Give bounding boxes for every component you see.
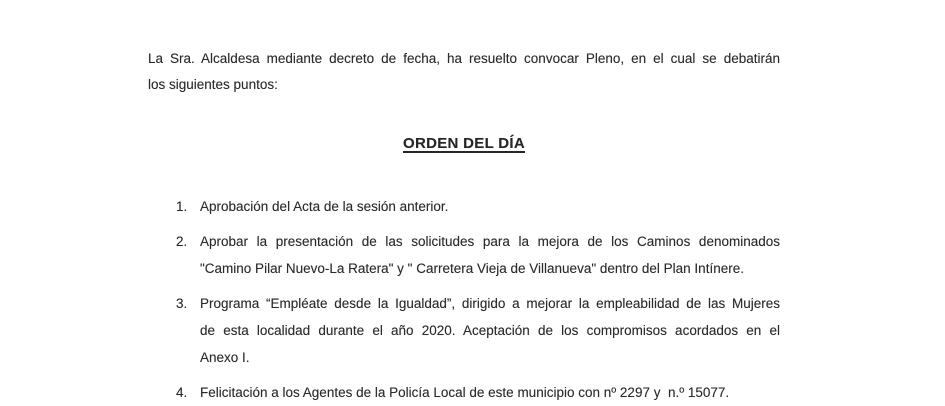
item-text	[200, 193, 780, 220]
item-text	[200, 290, 780, 371]
agenda-item-line: Anexo I.	[200, 350, 250, 365]
agenda-item-line: "Camino Pilar Nuevo-La Ratera" y " Carretera Vieja de Villanueva" dentro del Plan Intínere.	[200, 261, 744, 276]
agenda-item-line: Programa “Empléate desde la Igualdad”, dirigido a mejorar la empleabilidad de las Mujeres	[200, 296, 780, 311]
item-text	[200, 379, 780, 406]
agenda-item-line: Aprobación del Acta de la sesión anterior.	[200, 199, 449, 214]
agenda-item-line: Aprobar la presentación de las solicitudes para la mejora de los Caminos denominados	[200, 234, 780, 249]
agenda-item-4	[148, 379, 780, 406]
agenda-item-line: Felicitación a los Agentes de la Policía Local de este municipio con nº 2297 y n.º 15077.	[200, 385, 730, 400]
agenda-item-line: de esta localidad durante el año 2020. Aceptación de los compromisos acordados en el	[200, 323, 780, 338]
intro-line: La Sra. Alcaldesa mediante decreto de fecha, ha resuelto convocar Pleno, en el cual se debatirán	[148, 51, 780, 66]
agenda-item-1	[148, 193, 780, 220]
item-number: 4.	[176, 385, 188, 400]
agenda-item-3	[148, 290, 780, 371]
item-number: 3.	[176, 296, 188, 311]
item-number: 2.	[176, 234, 188, 249]
agenda-item-2	[148, 228, 780, 282]
document-content	[148, 0, 780, 406]
intro-line: los siguientes puntos:	[148, 77, 278, 92]
agenda-list	[148, 193, 780, 406]
item-text	[200, 228, 780, 282]
intro-paragraph	[148, 46, 780, 98]
item-number: 1.	[176, 199, 188, 214]
page-title: ORDEN DEL DÍA	[403, 135, 525, 152]
